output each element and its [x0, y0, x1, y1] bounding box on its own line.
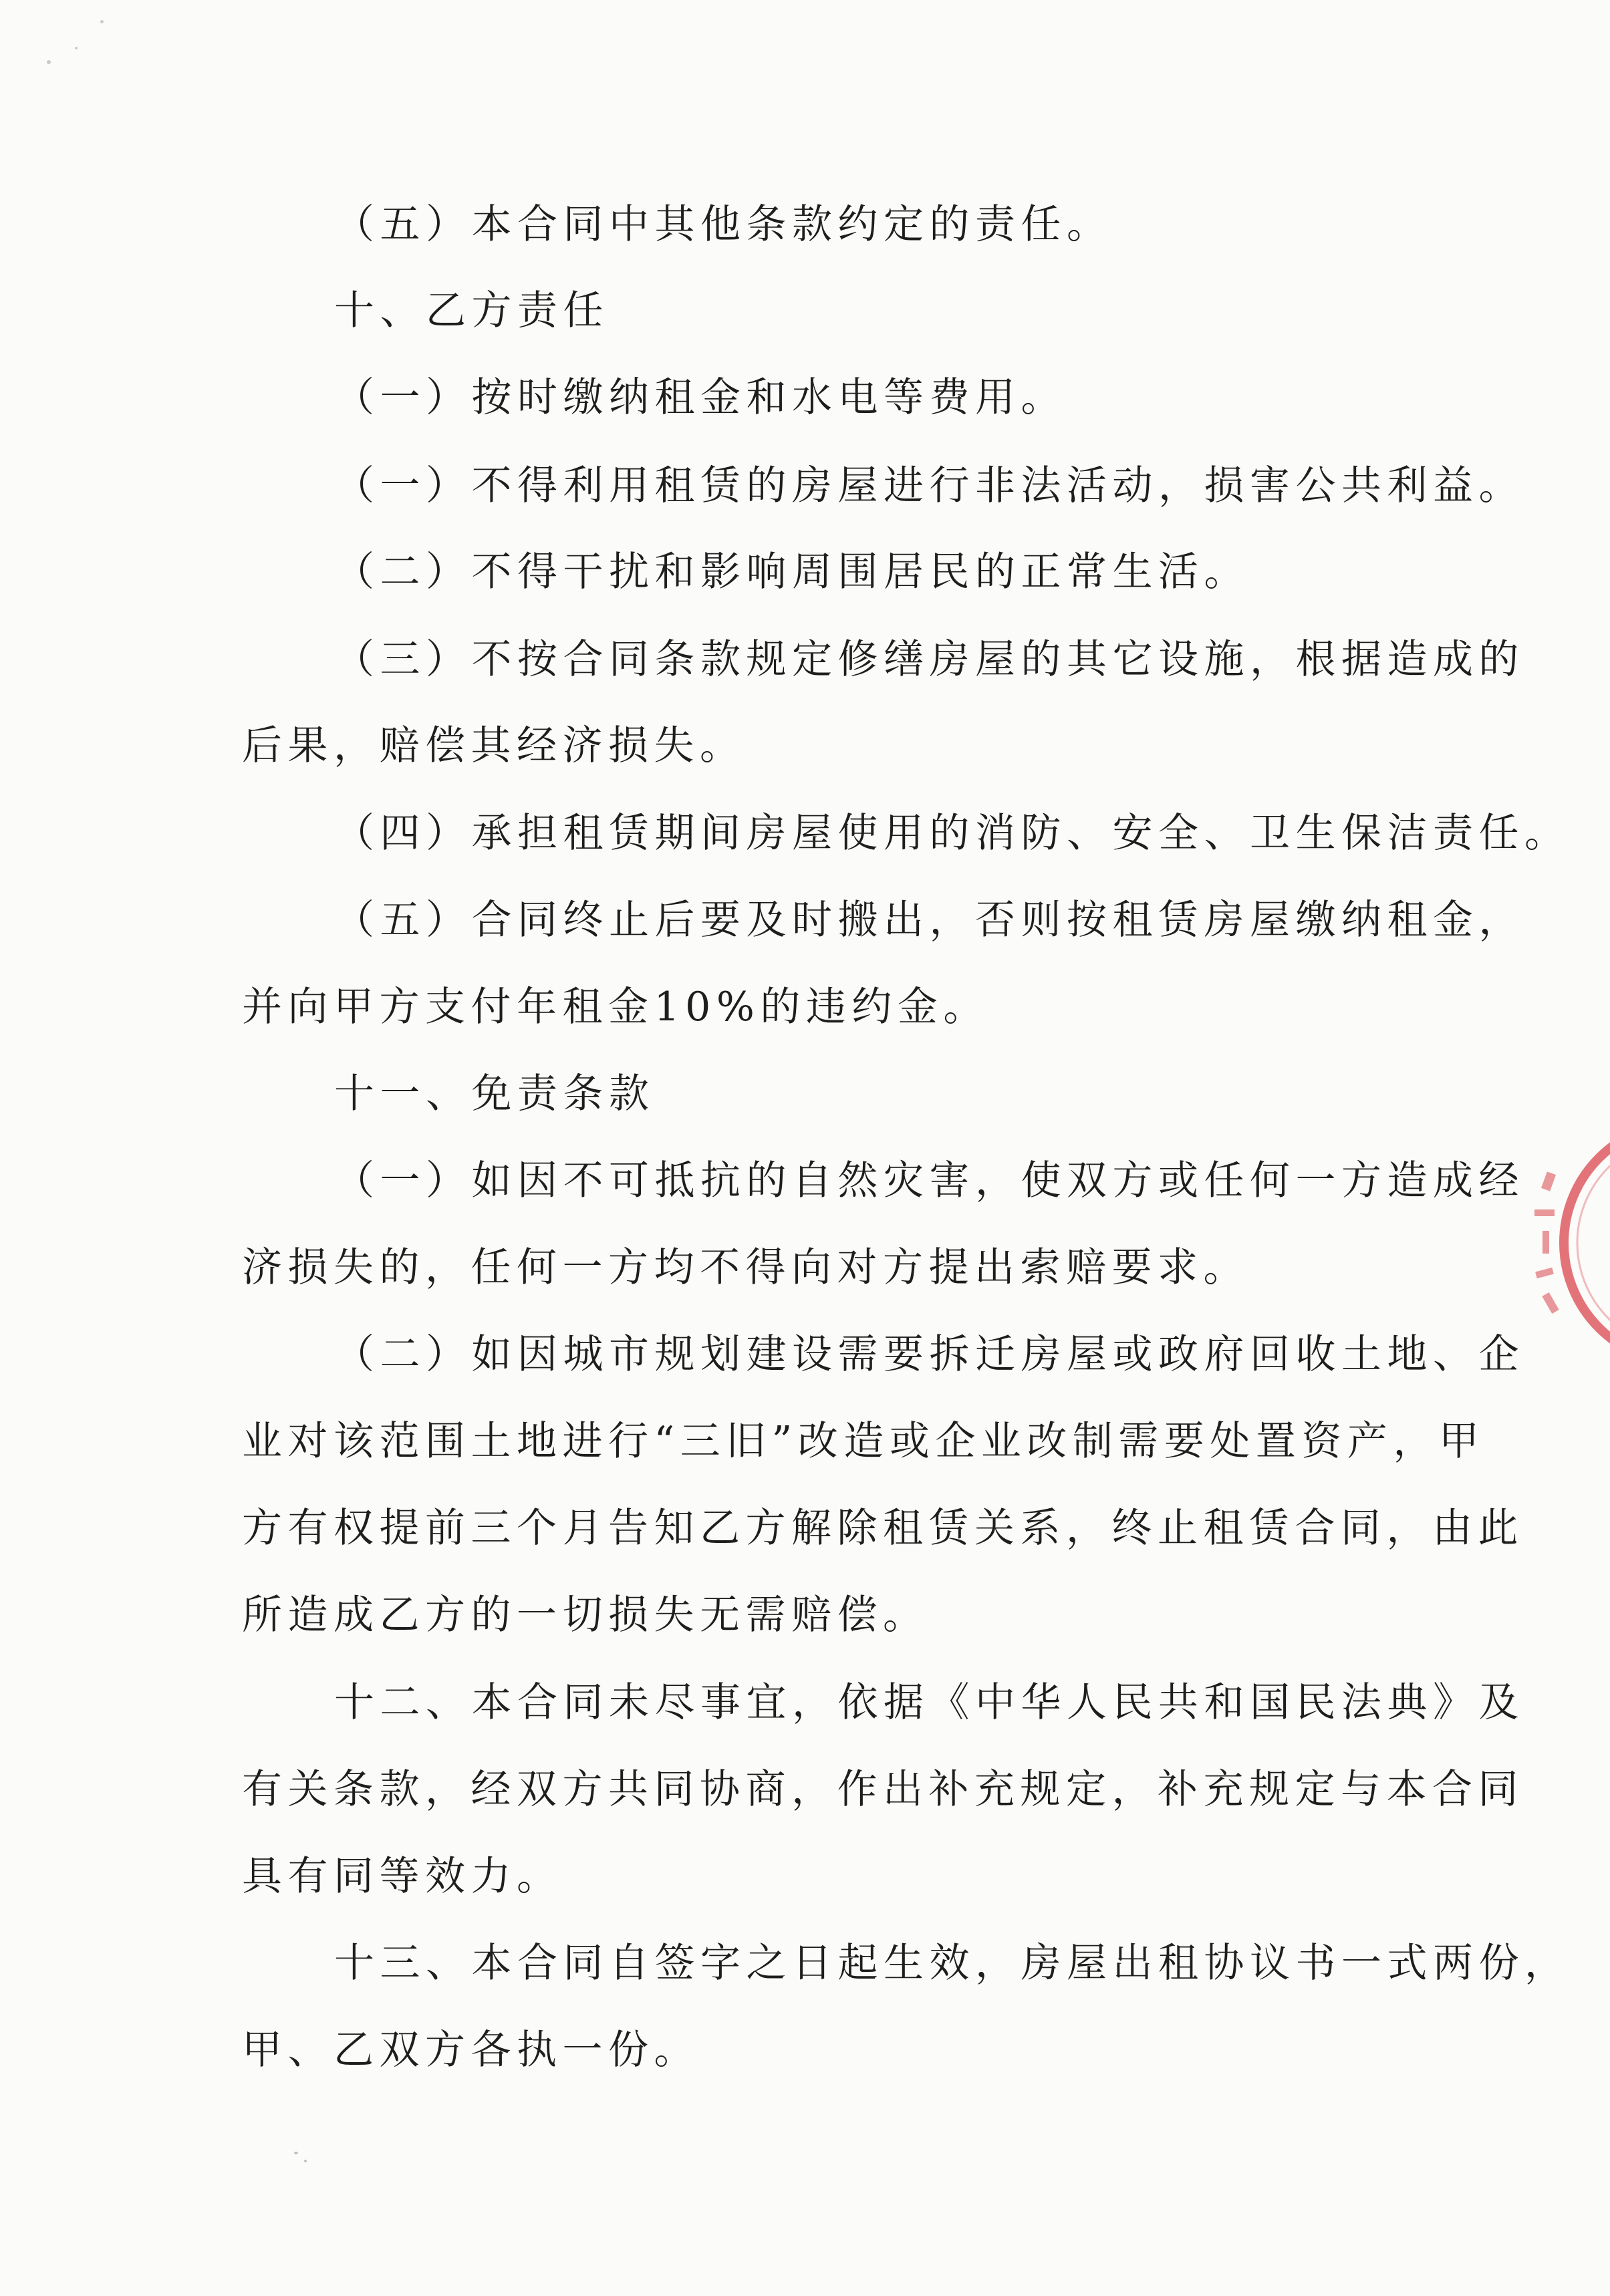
section-12-paragraph-cont-1: 有关条款，经双方共同协商，作出补充规定，补充规定与本合同 — [242, 1766, 1524, 1813]
scan-speck — [304, 2160, 307, 2162]
clause-11-item-2-cont-1: 业对该范围土地进行“三旧”改造或企业改制需要处置资产，甲 — [242, 1418, 1485, 1465]
clause-10-item-3-cont: 后果，赔偿其经济损失。 — [242, 722, 746, 769]
clause-10-item-1b: （一）不得利用租赁的房屋进行非法活动，损害公共利益。 — [334, 462, 1524, 509]
scan-speck — [75, 47, 78, 49]
scan-speck — [294, 2152, 298, 2154]
section-10-heading: 十、乙方责任 — [334, 287, 609, 334]
section-12-paragraph: 十二、本合同未尽事宜，依据《中华人民共和国民法典》及 — [334, 1679, 1524, 1726]
clause-10-item-4: （四）承担租赁期间房屋使用的消防、安全、卫生保洁责任。 — [334, 810, 1571, 857]
clause-11-item-1: （一）如因不可抵抗的自然灾害，使双方或任何一方造成经 — [334, 1157, 1524, 1204]
section-11-heading: 十一、免责条款 — [334, 1070, 655, 1117]
clause-10-item-5-cont: 并向甲方支付年租金10%的违约金。 — [242, 984, 989, 1030]
clause-11-item-1-cont: 济损失的，任何一方均不得向对方提出索赔要求。 — [242, 1244, 1249, 1291]
scan-speck — [100, 20, 104, 23]
clause-10-item-3: （三）不按合同条款规定修缮房屋的其它设施，根据造成的 — [334, 636, 1524, 683]
clause-11-item-2-cont-2: 方有权提前三个月告知乙方解除租赁关系，终止租赁合同，由此 — [242, 1505, 1524, 1552]
section-13-paragraph-cont: 甲、乙双方各执一份。 — [242, 2027, 700, 2073]
clause-11-item-2: （二）如因城市规划建设需要拆迁房屋或政府回收土地、企 — [334, 1331, 1524, 1378]
section-13-paragraph: 十三、本合同自签字之日起生效，房屋出租协议书一式两份， — [334, 1940, 1571, 1987]
scan-speck — [47, 60, 51, 64]
official-seal-stamp — [1517, 1109, 1610, 1377]
section-12-paragraph-cont-2: 具有同等效力。 — [242, 1853, 563, 1900]
clause-10-item-5: （五）合同终止后要及时搬出，否则按租赁房屋缴纳租金， — [334, 897, 1524, 944]
clause-10-item-2: （二）不得干扰和影响周围居民的正常生活。 — [334, 549, 1250, 595]
clause-9-item-5: （五）本合同中其他条款约定的责任。 — [334, 201, 1113, 248]
clause-10-item-1a: （一）按时缴纳租金和水电等费用。 — [334, 374, 1067, 421]
clause-11-item-2-cont-3: 所造成乙方的一切损失无需赔偿。 — [242, 1592, 929, 1638]
